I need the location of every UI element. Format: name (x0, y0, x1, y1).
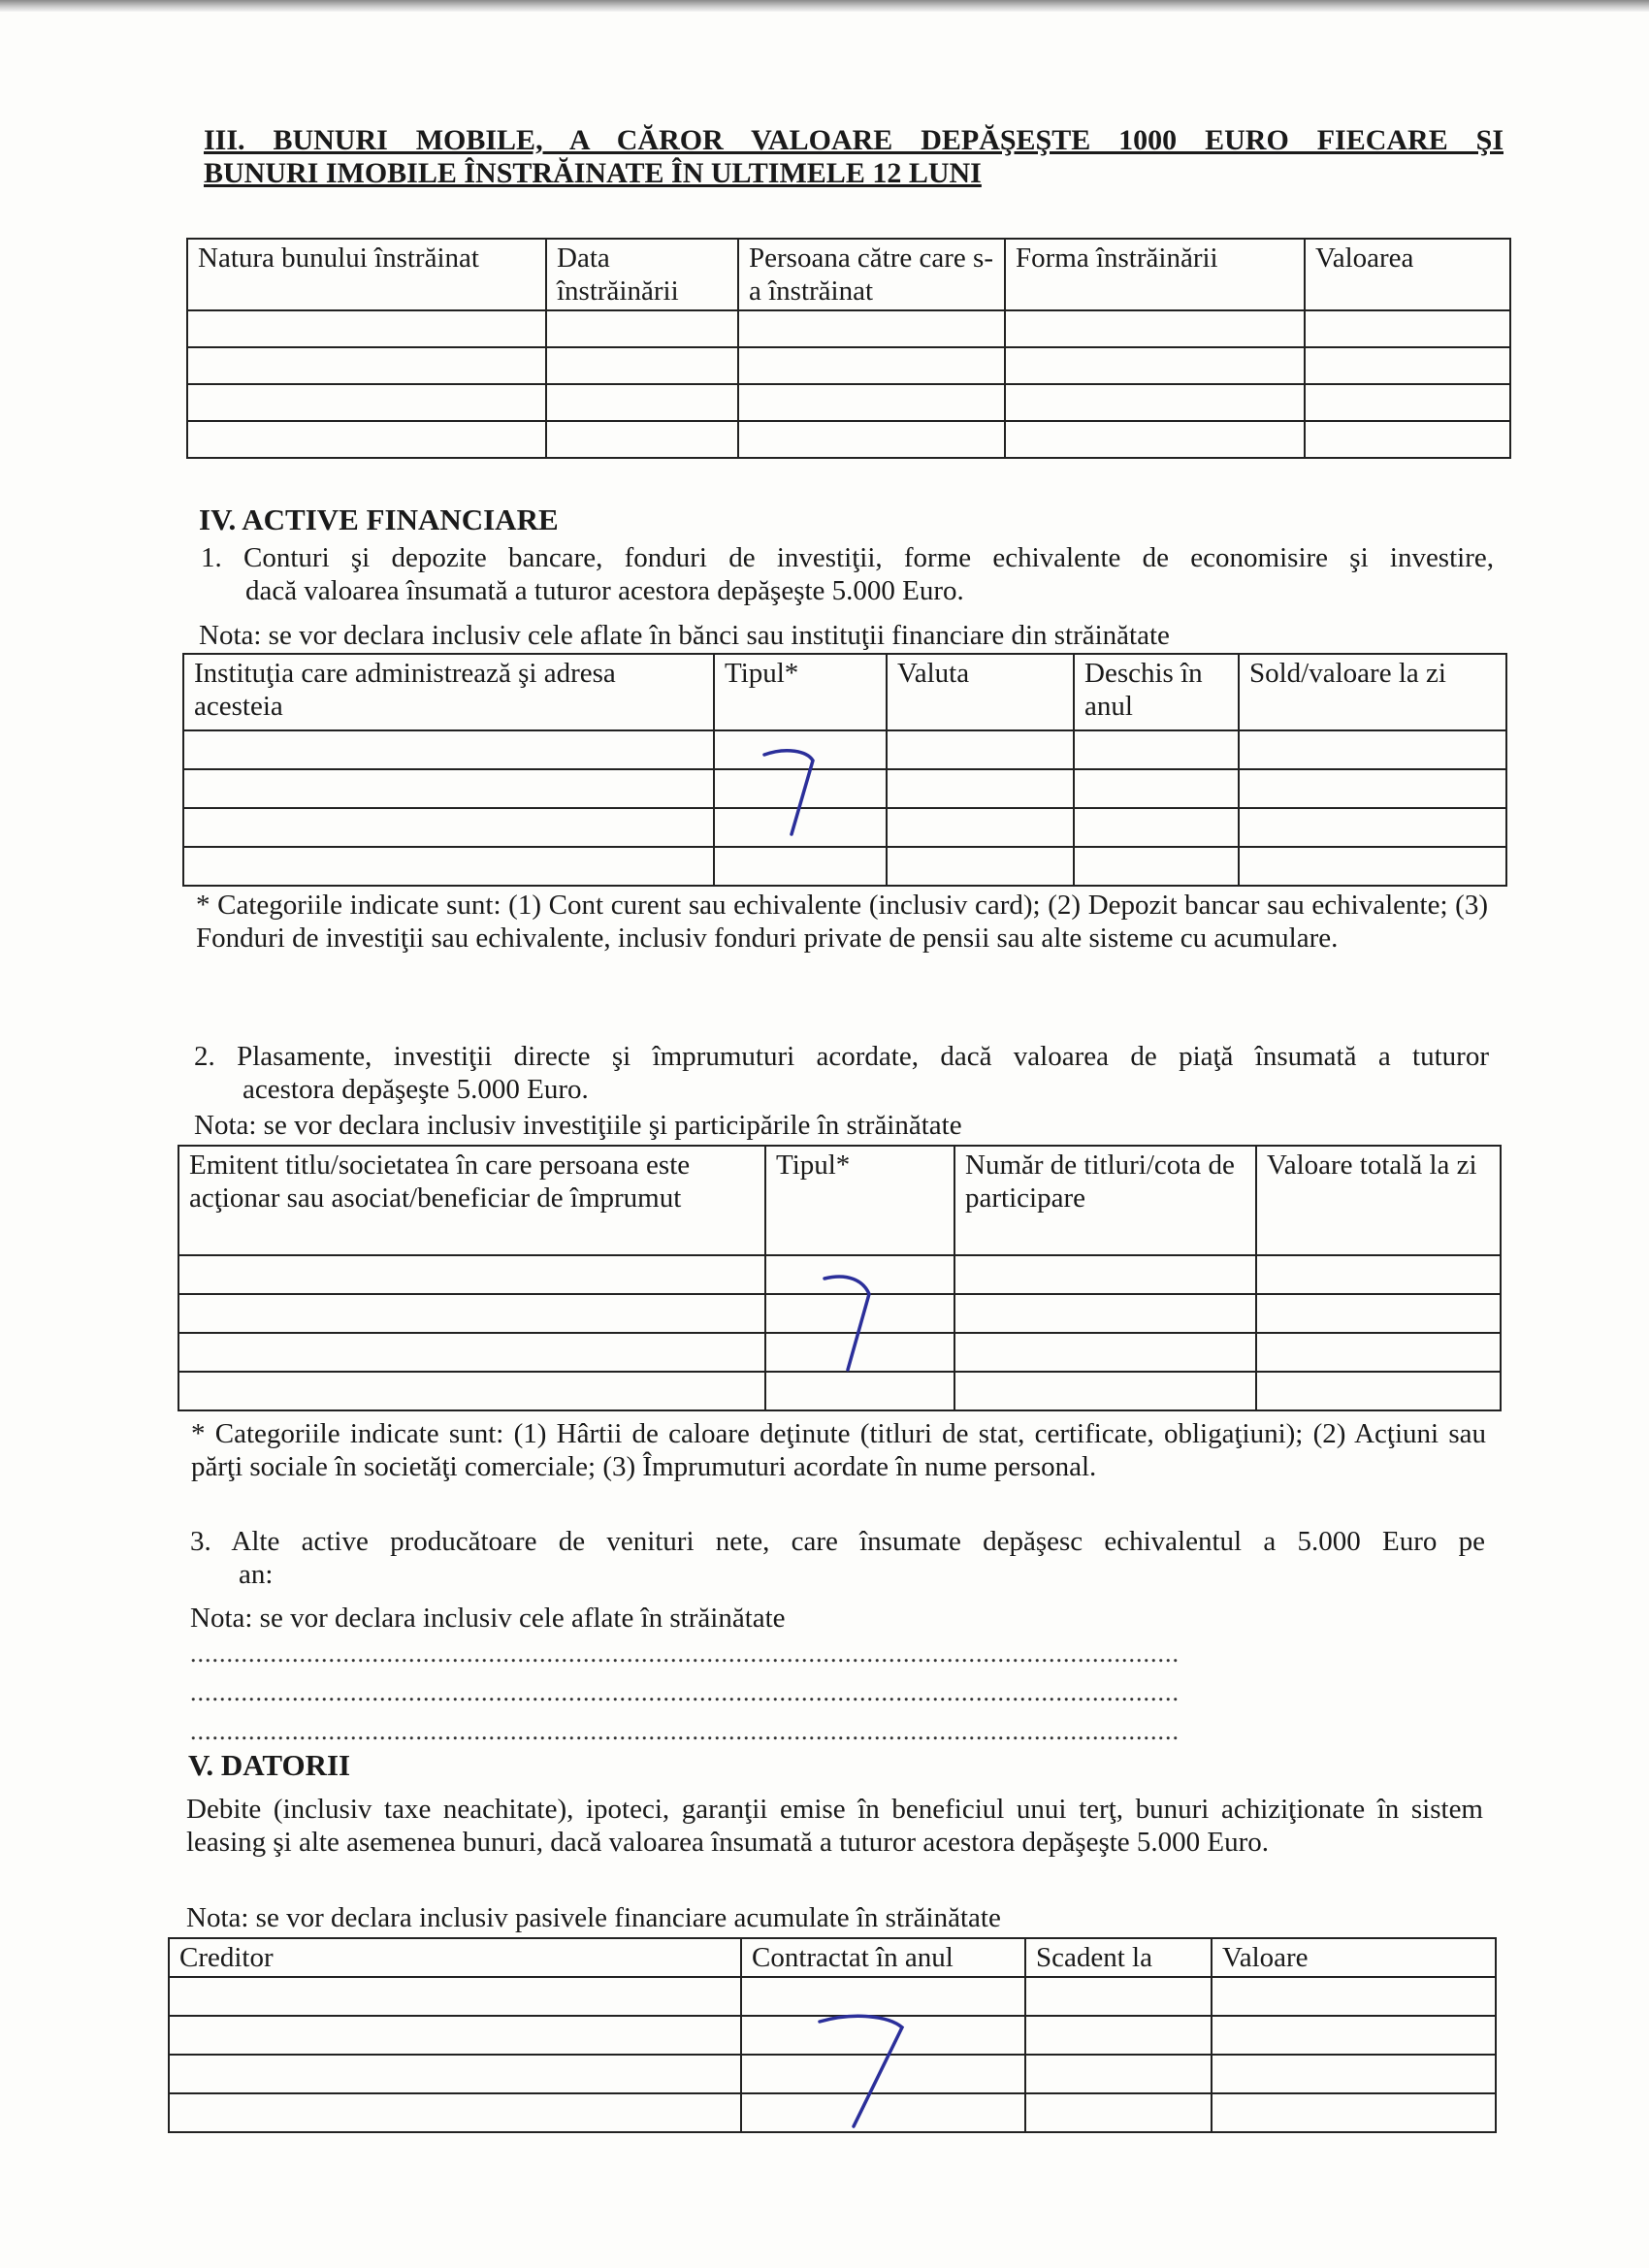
table-cell (1074, 730, 1239, 769)
table-cell (178, 1255, 765, 1294)
table-cell (1074, 847, 1239, 886)
table-cell (1025, 1977, 1212, 2016)
section3-table (186, 238, 1511, 459)
section5-title: V. DATORII (188, 1748, 351, 1782)
table-cell (1256, 1294, 1501, 1333)
item3-line2: an: (239, 1559, 274, 1590)
table-cell (1305, 421, 1510, 458)
table-cell (546, 347, 738, 384)
dotted-fill-line: ........................................................................................................................................ (190, 1639, 1180, 1668)
table-cell (1212, 2055, 1496, 2093)
table-cell (1212, 2016, 1496, 2055)
table-row (183, 730, 1506, 769)
table-header-row (187, 239, 1510, 310)
slash-mark-icon (815, 1261, 892, 1377)
table-cell (546, 421, 738, 458)
table-cell (1005, 421, 1305, 458)
table-cell (169, 2093, 741, 2132)
table-cell (887, 769, 1074, 808)
table-row (187, 384, 1510, 421)
table-cell (1305, 384, 1510, 421)
table-cell (187, 347, 546, 384)
table-header-row (183, 654, 1506, 730)
table-cell (1074, 769, 1239, 808)
table-cell (1212, 1977, 1496, 2016)
column-header: Tipul* (765, 1146, 954, 1255)
table-cell (954, 1255, 1256, 1294)
table-cell (183, 808, 714, 847)
section4-item1-text (201, 541, 1494, 607)
item1-line2: dacă valoarea însumată a tuturor acestora depăşeşte 5.000 Euro. (245, 575, 964, 606)
table-cell (1256, 1333, 1501, 1372)
table-cell (954, 1372, 1256, 1410)
dotted-fill-line: ........................................................................................................................................ (190, 1678, 1180, 1706)
table-cell (1305, 310, 1510, 347)
table-cell (187, 310, 546, 347)
column-header: Instituţia care administrează şi adresa acesteia (183, 654, 714, 730)
column-header: Contractat în anul (741, 1938, 1025, 1977)
scan-edge (0, 0, 1649, 12)
table-cell (1305, 347, 1510, 384)
table-cell (187, 421, 546, 458)
table-cell (738, 384, 1005, 421)
section3-title (204, 124, 1504, 190)
table-header-row (178, 1146, 1501, 1255)
table-header-row (169, 1938, 1496, 1977)
table-cell (1005, 310, 1305, 347)
item3-line1: 3. Alte active producătoare de venituri nete, care însumate depăşesc echivalentul a 5.000 Euro pe (190, 1526, 1485, 1557)
table-cell (714, 847, 887, 886)
table-cell (169, 2016, 741, 2055)
table-row (183, 769, 1506, 808)
column-header: Sold/valoare la zi (1239, 654, 1506, 730)
table-cell (954, 1333, 1256, 1372)
table-cell (1239, 769, 1506, 808)
table-cell (1025, 2016, 1212, 2055)
column-header: Scadent la (1025, 1938, 1212, 1977)
table-cell (187, 384, 546, 421)
table-cell (178, 1333, 765, 1372)
column-header: Tipul* (714, 654, 887, 730)
table-cell (1025, 2055, 1212, 2093)
table-cell (1239, 730, 1506, 769)
section4-item2-note: Nota: se vor declara inclusiv investiţiile şi participările în străinătate (194, 1110, 962, 1141)
table-row (183, 847, 1506, 886)
slash-mark-icon (757, 737, 834, 844)
column-header: Data înstrăinării (546, 239, 738, 310)
column-header: Forma înstrăinării (1005, 239, 1305, 310)
table-row (187, 347, 1510, 384)
column-header: Persoana către care s-a înstrăinat (738, 239, 1005, 310)
section5-note: Nota: se vor declara inclusiv pasivele financiare acumulate în străinătate (186, 1902, 1001, 1933)
table-cell (887, 808, 1074, 847)
table-cell (1239, 847, 1506, 886)
section4-item2-footnote: * Categoriile indicate sunt: (1) Hârtii de caloare deţinute (titluri de stat, certificate, obligaţiuni); (2) Acţiuni sau părţi sociale în societăţi comerciale; (3) Împrumuturi acordate în nume personal. (191, 1418, 1486, 1482)
table-cell (954, 1294, 1256, 1333)
column-header: Valoare (1212, 1938, 1496, 1977)
column-header: Număr de titluri/cota de participare (954, 1146, 1256, 1255)
section4-item1-note: Nota: se vor declara inclusiv cele aflate în bănci sau instituţii financiare din străinătate (199, 620, 1170, 651)
table-cell (183, 847, 714, 886)
slash-mark-icon (815, 1998, 922, 2134)
item2-line2: acestora depăşeşte 5.000 Euro. (242, 1074, 589, 1105)
accounts-table (182, 653, 1507, 887)
table-cell (169, 2055, 741, 2093)
column-header: Valoare totală la zi (1256, 1146, 1501, 1255)
table-cell (178, 1294, 765, 1333)
item2-line1: 2. Plasamente, investiţii directe şi împrumuturi acordate, dacă valoarea de piaţă însumată a tuturor (194, 1041, 1489, 1072)
column-header: Natura bunului înstrăinat (187, 239, 546, 310)
section4-title: IV. ACTIVE FINANCIARE (199, 502, 559, 536)
table-cell (1256, 1372, 1501, 1410)
column-header: Creditor (169, 1938, 741, 1977)
table-cell (1256, 1255, 1501, 1294)
table-cell (1239, 808, 1506, 847)
table-cell (546, 384, 738, 421)
table-cell (169, 1977, 741, 2016)
dotted-fill-line: ........................................................................................................................................ (190, 1717, 1180, 1745)
table-cell (1005, 384, 1305, 421)
table-row (187, 421, 1510, 458)
section4-item3-text (190, 1525, 1485, 1591)
table-cell (1212, 2093, 1496, 2132)
table-cell (178, 1372, 765, 1410)
section3-title-line2: BUNURI IMOBILE ÎNSTRĂINATE ÎN ULTIMELE 12 LUNI (204, 157, 982, 189)
section5-text: Debite (inclusiv taxe neachitate), ipoteci, garanţii emise în beneficiul unui terţ, bunuri achiziţionate în sistem leasing şi alte asemenea bunuri, dacă valoarea însumată a tuturor acestora depăşeşte 5.000 Euro. (186, 1794, 1483, 1858)
item1-line1: 1. Conturi şi depozite bancare, fonduri de investiţii, forme echivalente de economisire şi investire, (201, 542, 1494, 573)
section4-item3-note: Nota: se vor declara inclusiv cele aflate în străinătate (190, 1603, 786, 1634)
table-cell (887, 847, 1074, 886)
column-header: Emitent titlu/societatea în care persoana este acţionar sau asociat/beneficiar de împrumut (178, 1146, 765, 1255)
table-cell (887, 730, 1074, 769)
section3-title-line1: III. BUNURI MOBILE, A CĂROR VALOARE DEPĂŞEŞTE 1000 EURO FIECARE ŞI (204, 124, 1504, 156)
table-cell (1074, 808, 1239, 847)
column-header: Valoarea (1305, 239, 1510, 310)
table-cell (546, 310, 738, 347)
table-row (178, 1372, 1501, 1410)
table-cell (1005, 347, 1305, 384)
table-cell (738, 310, 1005, 347)
table-cell (183, 769, 714, 808)
table-cell (738, 347, 1005, 384)
column-header: Deschis în anul (1074, 654, 1239, 730)
table-cell (183, 730, 714, 769)
table-cell (738, 421, 1005, 458)
table-cell (1025, 2093, 1212, 2132)
section4-item2-text (194, 1040, 1489, 1106)
table-cell (765, 1372, 954, 1410)
column-header: Valuta (887, 654, 1074, 730)
table-row (187, 310, 1510, 347)
section4-item1-footnote: * Categoriile indicate sunt: (1) Cont curent sau echivalente (inclusiv card); (2) Depozit bancar sau echivalente; (3) Fonduri de investiţii sau echivalente, inclusiv fonduri private de pensii sau alte sisteme cu acumulare. (196, 890, 1488, 954)
table-row (183, 808, 1506, 847)
